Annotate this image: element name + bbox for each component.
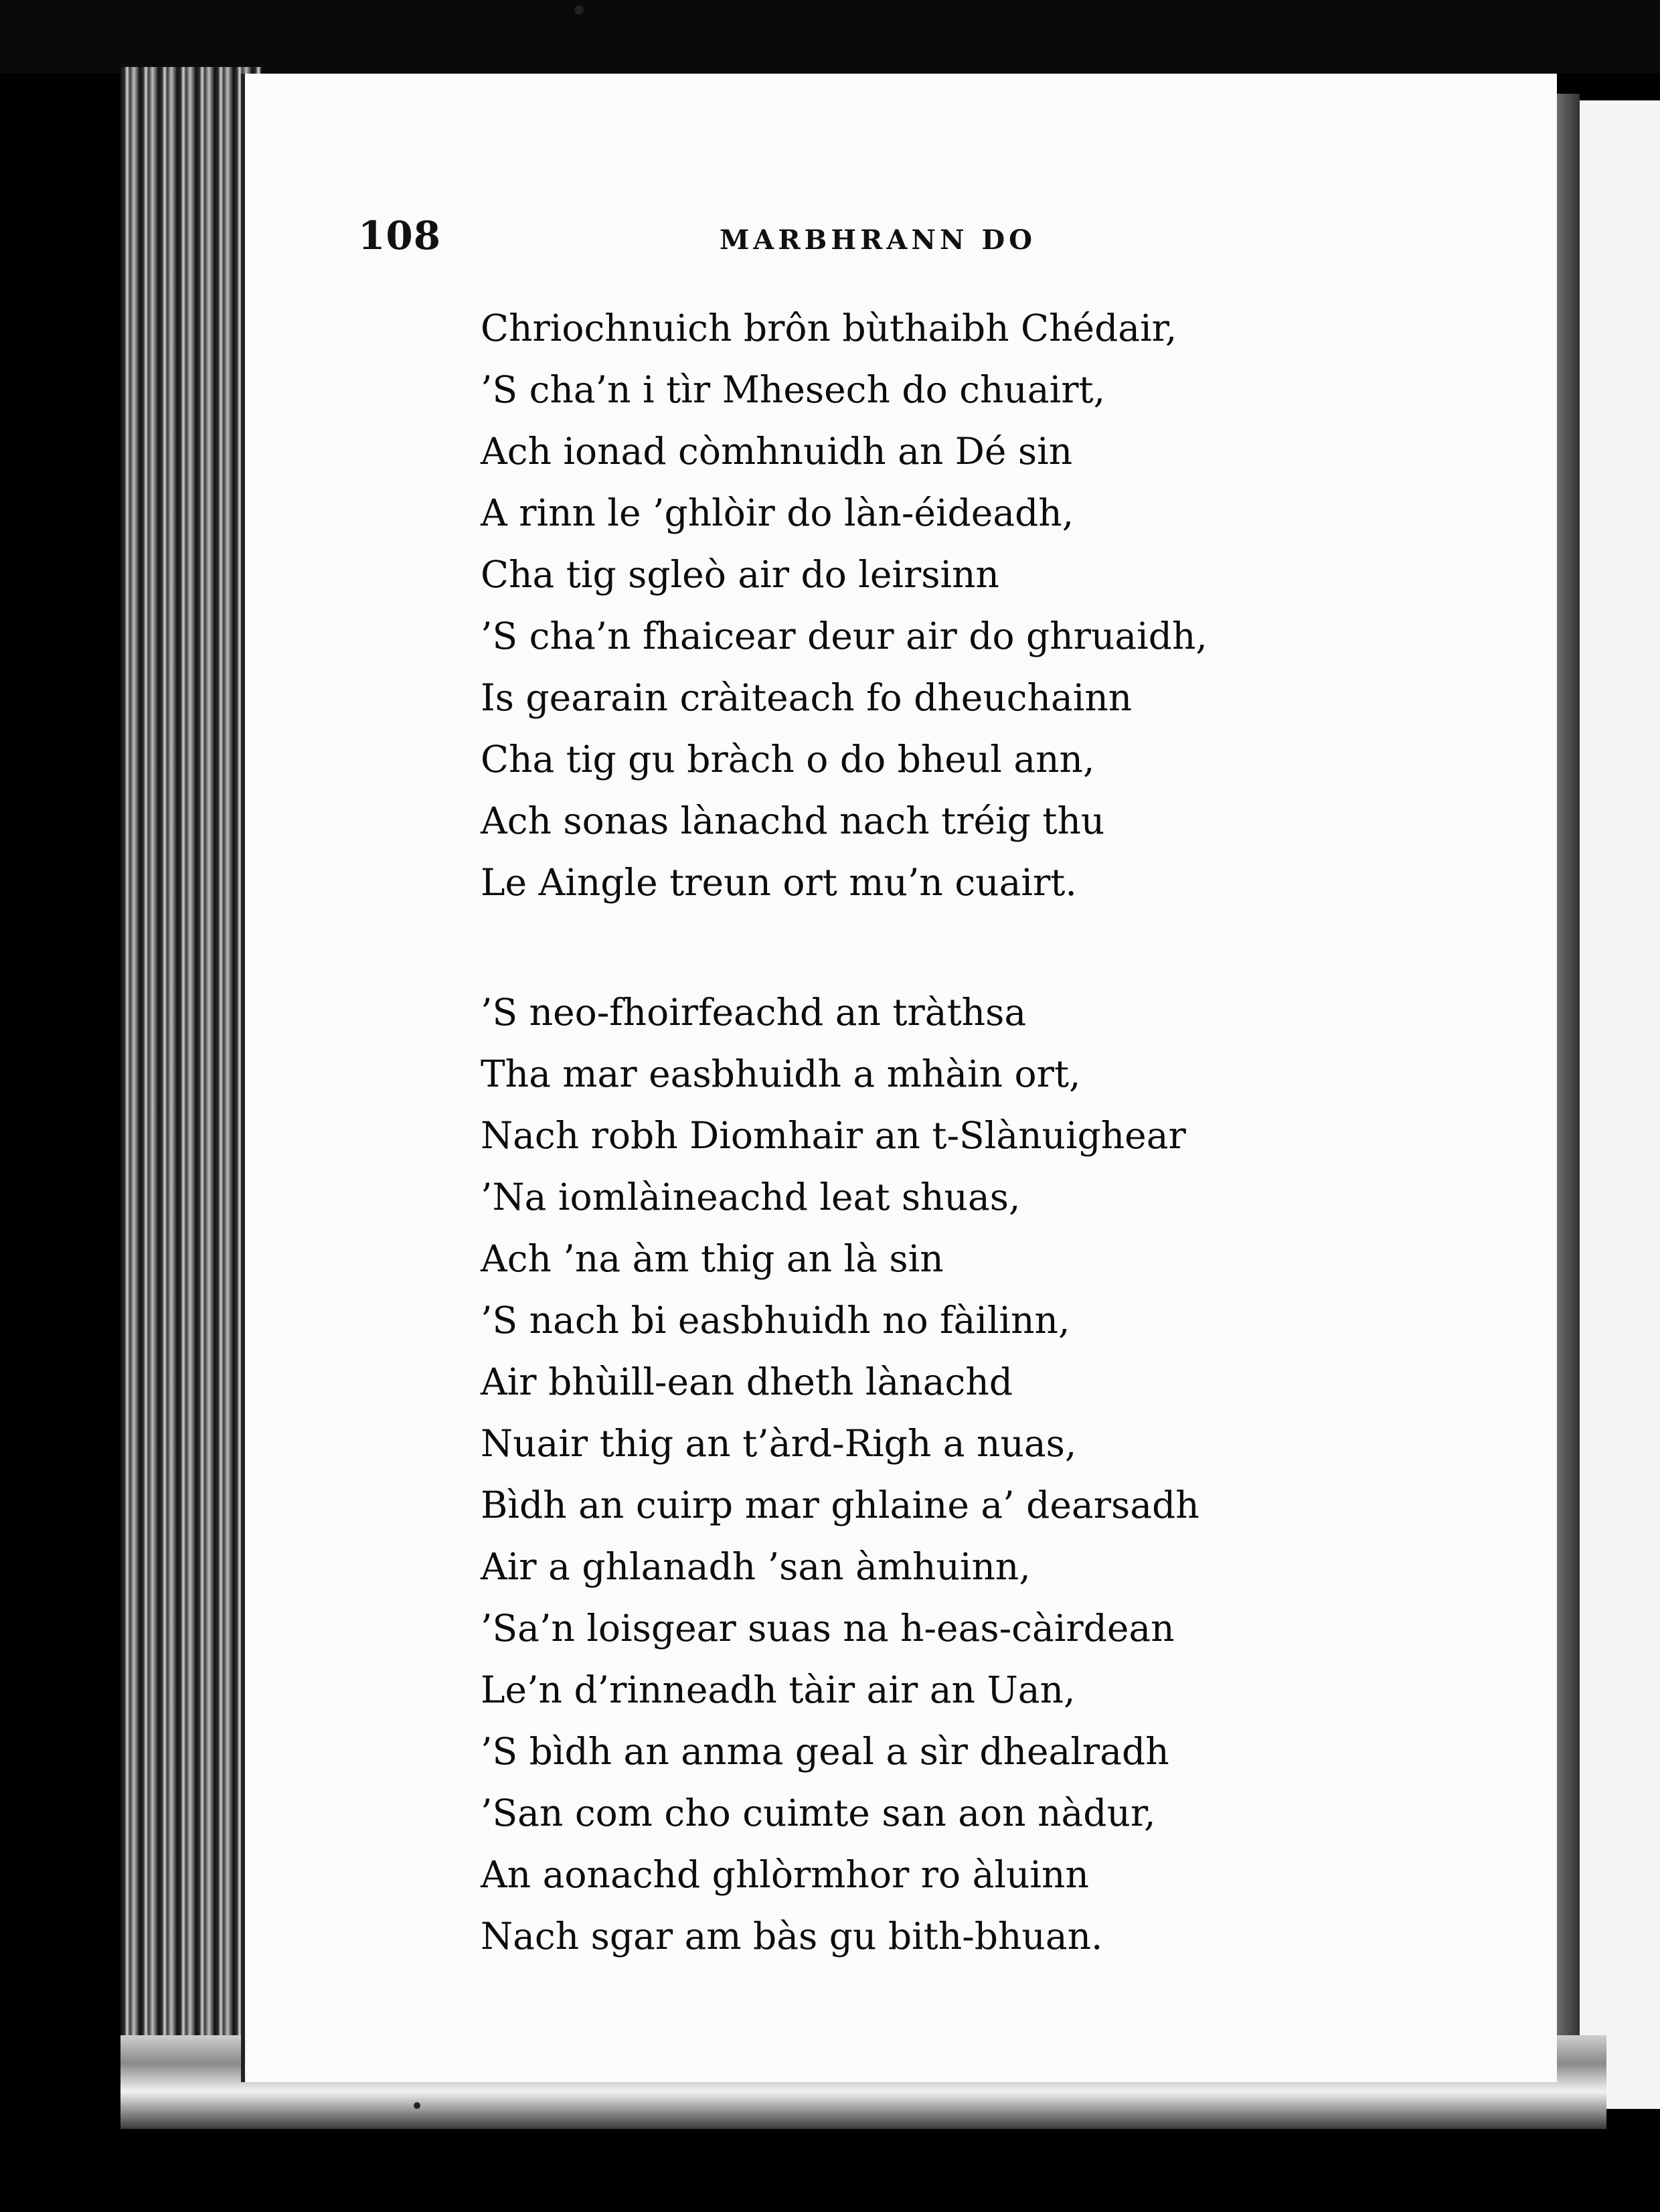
verse-line: ’Sa’n loisgear suas na h-eas-càirdean: [481, 1607, 1175, 1650]
verse-line: ’S bìdh an anma geal a sìr dhealradh: [481, 1730, 1169, 1773]
verse-line: Air bhùill-ean dheth lànachd: [481, 1360, 1013, 1403]
verse-line: Nach robh Diomhair an t-Slànuighear: [481, 1114, 1186, 1157]
verse-line: Air a ghlanadh ’san àmhuinn,: [481, 1545, 1031, 1588]
running-head: MARBHRANN DO: [720, 224, 1037, 256]
verse-line: Nuair thig an t’àrd-Righ a nuas,: [481, 1422, 1077, 1465]
verse-line: ’S cha’n i tìr Mhesech do chuairt,: [481, 368, 1106, 411]
verse-line: Ach ’na àm thig an là sin: [481, 1237, 944, 1280]
verse-line: Is gearain cràiteach fo dheuchainn: [481, 676, 1133, 719]
verse-line: Nach sgar am bàs gu bith-bhuan.: [481, 1915, 1103, 1958]
verse-line: Ach ionad còmhnuidh an Dé sin: [481, 430, 1073, 473]
verse-line: Ach sonas lànachd nach tréig thu: [481, 799, 1105, 842]
scan-background-top: [0, 0, 1660, 74]
verse-line: Le’n d’rinneadh tàir air an Uan,: [481, 1668, 1076, 1711]
verse-line: ’Na iomlàineachd leat shuas,: [481, 1176, 1021, 1218]
stanza-2: [481, 981, 1199, 1967]
scan-speck: [414, 2102, 420, 2109]
stanza-1: [481, 297, 1208, 913]
verse-line: ’S cha’n fhaicear deur air do ghruaidh,: [481, 615, 1208, 657]
next-page-sliver: [1580, 100, 1660, 2109]
verse-line: Bìdh an cuirp mar ghlaine a’ dearsadh: [481, 1484, 1199, 1526]
verse-line: Tha mar easbhuidh a mhàin ort,: [481, 1052, 1081, 1095]
verse-line: Cha tig sgleò air do leirsinn: [481, 553, 999, 596]
book-page-edges-left: [120, 67, 261, 2075]
verse-line: ’S nach bi easbhuidh no fàilinn,: [481, 1299, 1070, 1342]
scan-speck: [574, 5, 584, 15]
verse-line: Cha tig gu bràch o do bheul ann,: [481, 738, 1095, 781]
verse-line: ’San com cho cuimte san aon nàdur,: [481, 1792, 1156, 1834]
verse-line: An aonachd ghlòrmhor ro àluinn: [481, 1853, 1089, 1896]
verse-line: Le Aingle treun ort mu’n cuairt.: [481, 861, 1077, 904]
verse-line: Chriochnuich brôn bùthaibh Chédair,: [481, 307, 1177, 349]
verse-line: ’S neo-fhoirfeachd an tràthsa: [481, 991, 1027, 1034]
page-number: 108: [358, 213, 442, 258]
gutter-shadow: [1553, 94, 1580, 2102]
verse-line: A rinn le ’ghlòir do làn-éideadh,: [481, 491, 1074, 534]
